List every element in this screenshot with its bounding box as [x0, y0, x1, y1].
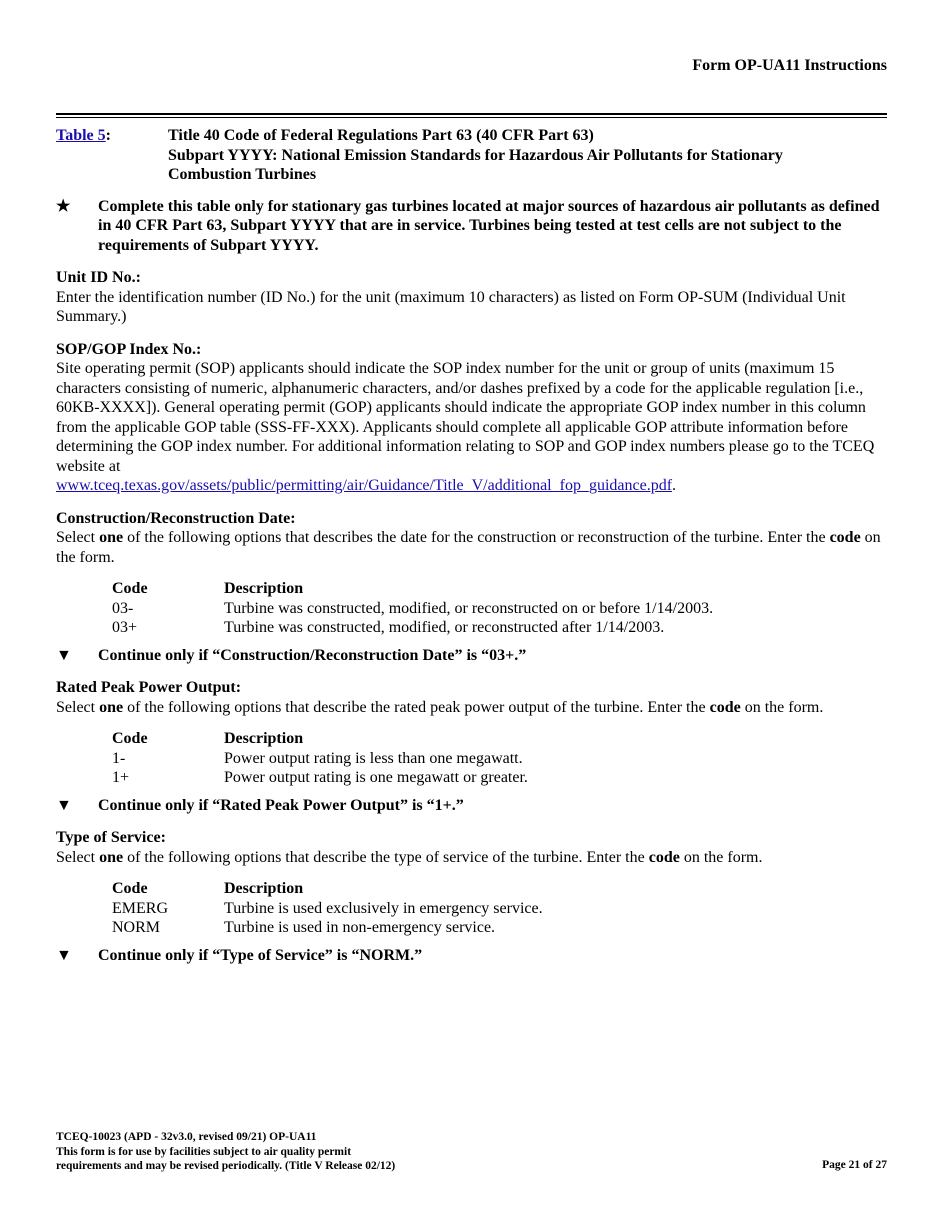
- code-value: NORM: [112, 919, 161, 936]
- code-table-row: [112, 768, 887, 788]
- code-table-header: [112, 729, 887, 749]
- construction-title: Construction/Reconstruction Date:: [56, 509, 296, 527]
- continue-text: Continue only if “Construction/Reconstruction Date” is “03+.”: [98, 646, 527, 664]
- service-type-title: Type of Service:: [56, 829, 166, 846]
- unit-id-title: Unit ID No.:: [56, 269, 141, 286]
- code-table-header: [112, 579, 887, 599]
- code-description: Turbine is used in non-emergency service.: [224, 919, 496, 936]
- page-header-title: Form OP-UA11 Instructions: [692, 57, 887, 74]
- text-fragment: on the form.: [56, 529, 881, 566]
- sop-gop-title: SOP/GOP Index No.:: [56, 340, 202, 358]
- continue-text: Continue only if “Rated Peak Power Output” is “1+.”: [98, 796, 464, 814]
- code-description: Power output rating is less than one megawatt.: [224, 749, 523, 767]
- service-type-paragraph: [56, 848, 887, 868]
- description-header: Description: [224, 580, 304, 597]
- down-triangle-icon: ▼: [56, 796, 72, 814]
- continue-note: [56, 946, 887, 966]
- service-code-table: [112, 879, 887, 938]
- code-table-header: [112, 879, 887, 899]
- text-fragment: Select: [56, 848, 100, 866]
- table-heading: [56, 126, 887, 185]
- code-table-row: [112, 749, 887, 769]
- code-header: Code: [112, 580, 148, 597]
- code-header: Code: [112, 730, 148, 747]
- table-title-line: Combustion Turbines: [168, 166, 317, 183]
- footer-line: requirements and may be revised periodically. (Title V Release 02/12): [56, 1160, 396, 1172]
- table-5-link[interactable]: Table 5: [56, 127, 106, 144]
- description-header: Description: [224, 880, 304, 897]
- bold-fragment: one: [99, 529, 124, 546]
- star-icon: ★: [56, 197, 71, 215]
- footer-line: This form is for use by facilities subject to air quality permit: [56, 1145, 352, 1158]
- text-fragment: Select: [56, 698, 100, 716]
- code-description: Turbine is used exclusively in emergency service.: [224, 899, 543, 917]
- code-header: Code: [112, 880, 148, 897]
- sop-gop-text: Site operating permit (SOP) applicants should indicate the SOP index number for the unit or group of units (maximum 15 characters consisting of numeric, alphanumeric characters, and/or dashes prefixed by a code for the applicable regulation [i.e., 60KB-XXXX]). General operating permit (GOP) applicants should indicate the appropriate GOP index number in this column from the applicable GOP table (SSS-FF-XXX). Applicants should complete all applicable GOP attribute information before determining the GOP index number. For additional information relating to SOP and GOP index numbers please go to the TCEQ website at: [56, 360, 875, 475]
- code-table-row: [112, 618, 887, 638]
- main-content: [56, 126, 887, 965]
- continue-note: [56, 646, 887, 666]
- description-header: Description: [224, 730, 304, 747]
- construction-code-table: [112, 579, 887, 638]
- code-value: EMERG: [112, 899, 168, 917]
- code-value: 1-: [112, 749, 126, 767]
- page-number: Page 21 of 27: [822, 1159, 887, 1171]
- code-description: Turbine was constructed, modified, or reconstructed after 1/14/2003.: [224, 619, 665, 636]
- code-table-row: [112, 918, 887, 938]
- code-description: Power output rating is one megawatt or greater.: [224, 769, 528, 786]
- text-fragment: on the form.: [679, 848, 763, 866]
- text-fragment: of the following options that describes the date for the construction or reconstruction of the turbine. Enter the: [123, 529, 830, 546]
- document-page: [56, 0, 887, 1230]
- bold-fragment: one: [99, 848, 124, 866]
- star-note: [56, 197, 887, 256]
- table-reference: [56, 126, 168, 185]
- table-ref-colon: :: [105, 127, 111, 144]
- text-fragment: on the form.: [740, 698, 824, 716]
- unit-id-text: Enter the identification number (ID No.) for the unit (maximum 10 characters) as listed on Form OP-SUM (Individual Unit Summary.): [56, 288, 846, 325]
- table-titles: [168, 126, 783, 185]
- sop-gop-paragraph: [56, 359, 887, 496]
- star-note-text: Complete this table only for stationary gas turbines located at major sources of hazardous air pollutants as defined in 40 CFR Part 63, Subpart YYYY that are in service. Turbines being tested at test cells are not subject to the requirements of Subpart YYYY.: [98, 197, 880, 254]
- footer-line: TCEQ-10023 (APD - 32v3.0, revised 09/21) OP-UA11: [56, 1131, 317, 1143]
- text-fragment: of the following options that describe the rated peak power output of the turbine. Enter the: [123, 698, 710, 716]
- power-code-table: [112, 729, 887, 788]
- text-fragment: of the following options that describe the type of service of the turbine. Enter the: [123, 848, 649, 866]
- power-output-paragraph: [56, 698, 887, 718]
- continue-text: Continue only if “Type of Service” is “NORM.”: [98, 946, 423, 964]
- table-title-line: Subpart YYYY: National Emission Standards for Hazardous Air Pollutants for Stationary: [168, 146, 783, 164]
- bold-fragment: code: [709, 698, 741, 716]
- page-footer: [56, 1130, 395, 1174]
- table-title-line: Title 40 Code of Federal Regulations Part 63 (40 CFR Part 63): [168, 127, 594, 144]
- tceq-guidance-link[interactable]: www.tceq.texas.gov/assets/public/permitting/air/Guidance/Title_V/additional_fop_guidance.pdf: [56, 477, 673, 494]
- code-value: 03+: [112, 619, 138, 636]
- header-rule-thick: [56, 113, 887, 115]
- code-table-row: [112, 899, 887, 919]
- down-triangle-icon: ▼: [56, 946, 72, 964]
- code-value: 03-: [112, 599, 134, 617]
- down-triangle-icon: ▼: [56, 646, 72, 664]
- code-table-row: [112, 599, 887, 619]
- bold-fragment: code: [829, 529, 861, 546]
- header-rule-thin: [56, 117, 887, 118]
- sop-gop-period: .: [672, 477, 677, 494]
- code-value: 1+: [112, 769, 130, 786]
- code-description: Turbine was constructed, modified, or reconstructed on or before 1/14/2003.: [224, 599, 714, 617]
- bold-fragment: one: [99, 698, 124, 716]
- construction-paragraph: [56, 528, 887, 567]
- power-output-title: Rated Peak Power Output:: [56, 679, 242, 696]
- continue-note: [56, 796, 887, 816]
- text-fragment: Select: [56, 529, 100, 546]
- bold-fragment: code: [648, 848, 680, 866]
